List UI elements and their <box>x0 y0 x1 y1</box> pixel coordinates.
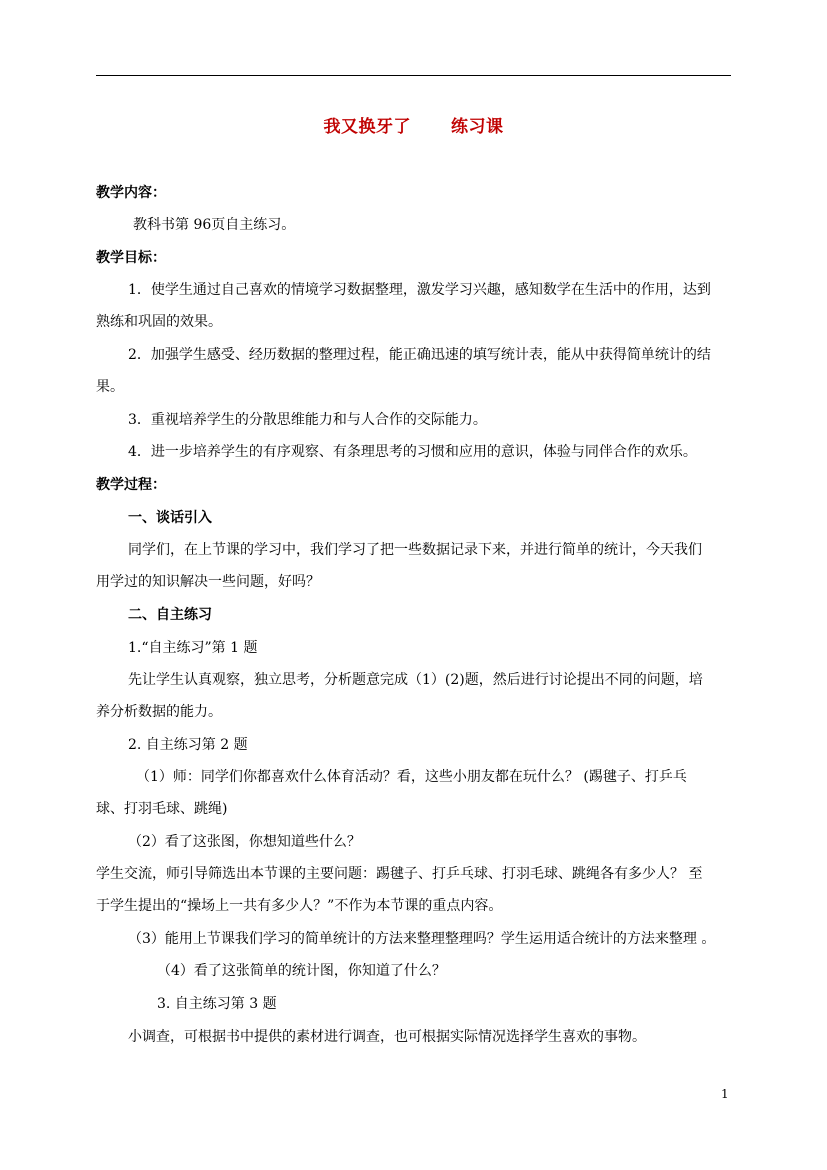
section1-line1: 同学们，在上节课的学习中，我们学习了把一些数据记录下来，并进行简单的统计，今天我们 <box>128 542 702 558</box>
goal-1-line1: 1．使学生通过自己喜欢的情境学习数据整理，激发学习兴趣，感知数学在生活中的作用，达到 <box>128 282 711 298</box>
q1-line2: 球、打羽毛球、跳绳) <box>96 801 228 817</box>
item1-line2: 养分析数据的能力。 <box>96 704 222 720</box>
goal-3: 3．重视培养学生的分散思维能力和与人合作的交际能力。 <box>128 412 487 428</box>
q2: （2）看了这张图，你想知道些什么？ <box>128 834 361 850</box>
item3-text: 小调查，可根据书中提供的素材进行调查，也可根据实际情况选择学生喜欢的事物。 <box>128 1029 646 1045</box>
q2-answer-line1: 学生交流，师引导筛选出本节课的主要问题：踢毽子、打乒乓球、打羽毛球、跳绳各有多少人？ 至 <box>96 866 703 882</box>
section1-heading: 一、谈话引入 <box>128 510 212 526</box>
heading-goals: 教学目标： <box>96 250 166 266</box>
goal-2-line2: 果。 <box>96 379 124 395</box>
q2-answer-line2: 于学生提出的“操场上一共有多少人？”不作为本节课的重点内容。 <box>96 898 503 914</box>
header-rule <box>96 75 731 76</box>
q4: （4）看了这张简单的统计图，你知道了什么？ <box>157 963 446 979</box>
item2-title: 2. 自主练习第 2 题 <box>128 737 248 753</box>
goal-4: 4．进一步培养学生的有序观察、有条理思考的习惯和应用的意识，体验与同伴合作的欢乐。 <box>128 444 697 460</box>
page-title <box>0 112 827 137</box>
title-part1: 我又换牙了 <box>323 117 411 137</box>
title-part2: 练习课 <box>451 117 504 137</box>
goal-1-line2: 熟练和巩固的效果。 <box>96 314 222 330</box>
item1-line1: 先让学生认真观察，独立思考，分析题意完成（1）(2)题，然后进行讨论提出不同的问题，培 <box>128 672 703 688</box>
heading-content: 教学内容： <box>96 185 166 201</box>
heading-process: 教学过程： <box>96 477 166 493</box>
page-number: 1 <box>721 1087 729 1101</box>
item3-title: 3. 自主练习第 3 题 <box>157 996 277 1012</box>
section1-line2: 用学过的知识解决一些问题，好吗？ <box>96 574 320 590</box>
item1-title: 1.“自主练习”第 1 题 <box>128 640 258 656</box>
content-text: 教科书第 96页自主练习。 <box>133 217 296 233</box>
section2-heading: 二、自主练习 <box>128 607 212 623</box>
q1-line1: （1）师：同学们你都喜欢什么体育活动？看，这些小朋友都在玩什么？ (踢毽子、打乒乓 <box>136 769 687 785</box>
q3: （3）能用上节课我们学习的简单统计的方法来整理整理吗？学生运用适合统计的方法来整理 。 <box>128 931 716 947</box>
goal-2-line1: 2．加强学生感受、经历数据的整理过程，能正确迅速的填写统计表，能从中获得简单统计的结 <box>128 347 711 363</box>
